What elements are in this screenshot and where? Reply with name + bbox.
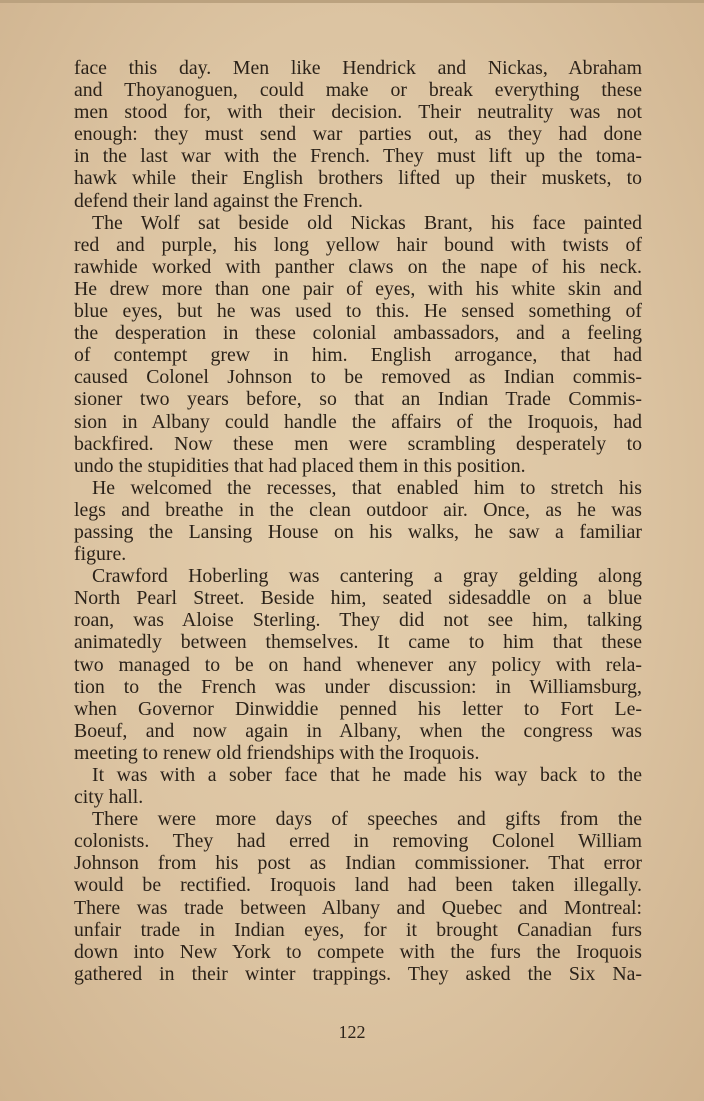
text-line: rawhide worked with panther claws on the nape of his neck. — [74, 255, 642, 278]
text-line: passing the Lansing House on his walks, he saw a familiar — [74, 520, 642, 543]
text-line: would be rectified. Iroquois land had been taken illegally. — [74, 874, 642, 897]
text-line: defend their land against the French. — [74, 189, 363, 212]
text-line: down into New York to compete with the furs the Iroquois — [74, 940, 642, 963]
text-line: There was trade between Albany and Quebec and Montreal: — [74, 896, 642, 919]
text-line: and Thoyanoguen, could make or break everything these — [74, 79, 642, 102]
text-line: in the last war with the French. They must lift up the toma- — [74, 145, 642, 168]
text-line: tion to the French was under discussion: in Williamsburg, — [74, 675, 642, 698]
text-line: red and purple, his long yellow hair bound with twists of — [74, 233, 642, 256]
paragraph — [74, 212, 642, 477]
text-line: two managed to be on hand whenever any policy with rela- — [74, 653, 642, 676]
text-line: city hall. — [74, 786, 144, 809]
text-line: backfired. Now these men were scrambling desperately to — [74, 432, 642, 455]
text-line: Crawford Hoberling was cantering a gray gelding along — [92, 565, 642, 588]
text-line: North Pearl Street. Beside him, seated sidesaddle on a blue — [74, 587, 642, 610]
text-line: roan, was Aloise Sterling. They did not see him, talking — [74, 609, 642, 632]
text-line: meeting to renew old friendships with the Iroquois. — [74, 741, 480, 764]
page-number: 122 — [338, 1022, 366, 1042]
text-line: face this day. Men like Hendrick and Nickas, Abraham — [74, 57, 642, 79]
text-line: men stood for, with their decision. Their neutrality was not — [74, 101, 642, 124]
text-line: Johnson from his post as Indian commissioner. That error — [74, 852, 642, 875]
text-line: unfair trade in Indian eyes, for it brought Canadian furs — [74, 918, 642, 941]
paragraph — [74, 565, 642, 764]
paragraph — [74, 808, 642, 985]
text-line: legs and breathe in the clean outdoor air. Once, as he was — [74, 498, 642, 521]
text-line: There were more days of speeches and gifts from the — [92, 808, 642, 831]
text-line: He welcomed the recesses, that enabled him to stretch his — [92, 476, 642, 499]
paragraph — [74, 57, 642, 212]
text-line: The Wolf sat beside old Nickas Brant, his face painted — [92, 211, 642, 234]
text-line: animatedly between themselves. It came to him that these — [74, 631, 642, 654]
text-line: sion in Albany could handle the affairs of the Iroquois, had — [74, 410, 642, 433]
text-line: sioner two years before, so that an Indian Trade Commis- — [74, 388, 642, 411]
text-line: undo the stupidities that had placed them in this position. — [74, 454, 526, 477]
text-line: caused Colonel Johnson to be removed as Indian commis- — [74, 366, 642, 389]
text-line: He drew more than one pair of eyes, with his white skin and — [74, 277, 642, 300]
text-line: enough: they must send war parties out, as they had done — [74, 123, 642, 146]
text-line: hawk while their English brothers lifted up their muskets, to — [74, 167, 642, 190]
text-line: figure. — [74, 543, 127, 566]
text-line: the desperation in these colonial ambassadors, and a feeling — [74, 322, 642, 345]
text-line: colonists. They had erred in removing Colonel William — [74, 830, 642, 853]
text-line: of contempt grew in him. English arrogance, that had — [74, 344, 642, 367]
text-line: It was with a sober face that he made his way back to the — [92, 764, 642, 786]
paragraph — [74, 764, 642, 808]
text-line: when Governor Dinwiddie penned his letter to Fort Le- — [74, 697, 642, 720]
text-line: Boeuf, and now again in Albany, when the congress was — [74, 719, 642, 742]
page-top-edge — [0, 0, 704, 3]
text-line: blue eyes, but he was used to this. He sensed something of — [74, 300, 642, 323]
text-line: gathered in their winter trappings. They asked the Six Na- — [74, 962, 642, 985]
body-text — [74, 57, 642, 985]
paragraph — [74, 477, 642, 565]
